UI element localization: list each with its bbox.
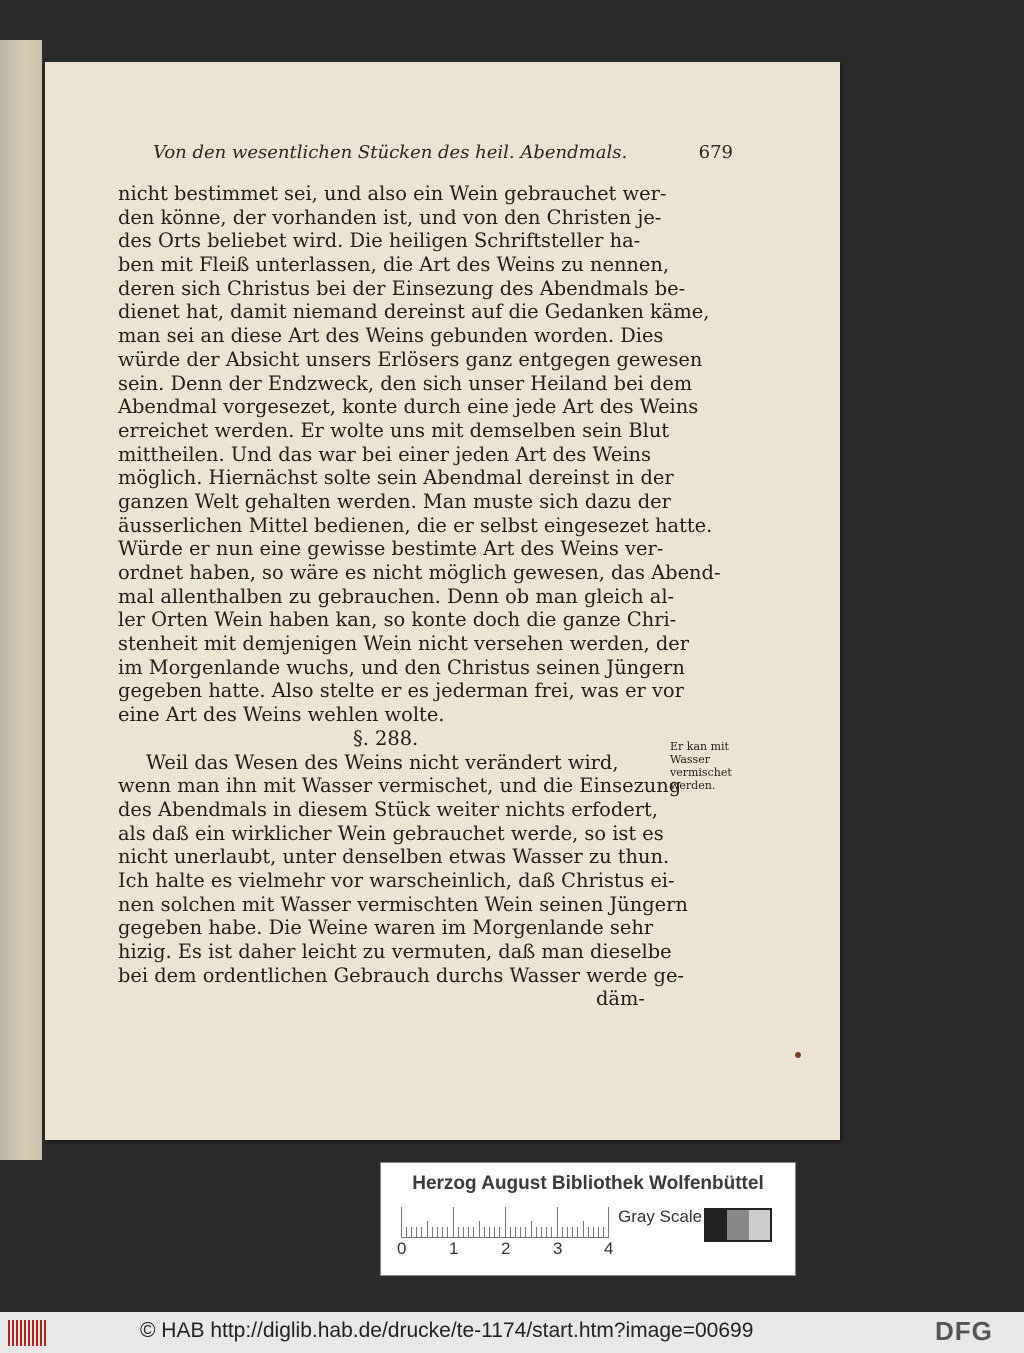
- ruler-number: 2: [501, 1239, 511, 1258]
- swatch-mid: [727, 1210, 748, 1240]
- section-heading: §. 288.: [353, 726, 419, 750]
- text-line: nicht unerlaubt, unter denselben etwas Wasser zu thun.: [118, 845, 670, 869]
- ruler-number: 3: [553, 1239, 563, 1258]
- text-line: sein. Denn der Endzweck, den sich unser Heiland bei dem: [118, 371, 693, 395]
- measurement-ruler: [401, 1207, 609, 1238]
- text-line: ganzen Welt gehalten werden. Man muste sich dazu der: [118, 489, 671, 513]
- text-line: äusserlichen Mittel bedienen, die er selbst eingesezet hatte.: [118, 513, 713, 537]
- library-name: Herzog August Bibliothek Wolfenbüttel: [412, 1173, 764, 1194]
- margin-note-line: werden.: [670, 779, 716, 792]
- page-number: 679: [698, 142, 733, 163]
- ink-spot: [795, 1052, 801, 1058]
- swatch-light: [749, 1210, 770, 1240]
- text-line: dienet hat, damit niemand dereinst auf die Gedanken käme,: [118, 300, 710, 324]
- running-header: [153, 142, 733, 166]
- margin-note-line: vermischet: [670, 766, 732, 779]
- text-line: als daß ein wirklicher Wein gebrauchet werde, so ist es: [118, 821, 664, 845]
- text-line: ler Orten Wein haben kan, so konte doch die ganze Chri-: [118, 608, 677, 632]
- text-line: möglich. Hiernächst solte sein Abendmal dereinst in der: [118, 466, 674, 490]
- ruler-number: 0: [397, 1239, 407, 1258]
- text-line: gegeben habe. Die Weine waren im Morgenlande sehr: [118, 916, 654, 940]
- margin-note-line: Er kan mit: [670, 740, 729, 753]
- left-page-edge: [0, 40, 42, 1160]
- swatch-dark: [706, 1210, 727, 1240]
- gray-scale-label: Gray Scale: [618, 1207, 703, 1226]
- text-line: gegeben hatte. Also stelte er es jederman frei, was er vor: [118, 679, 684, 703]
- text-line: stenheit mit demjenigen Wein nicht versehen werden, der: [118, 632, 689, 656]
- text-line: würde der Absicht unsers Erlösers ganz entgegen gewesen: [118, 347, 703, 371]
- text-line: Abendmal vorgesezet, konte durch eine jede Art des Weins: [118, 395, 699, 419]
- text-line: Würde er nun eine gewisse bestimte Art des Weins ver-: [118, 537, 664, 561]
- copyright-url[interactable]: © HAB http://diglib.hab.de/drucke/te-1174/start.htm?image=00699: [140, 1319, 754, 1342]
- hab-logo-icon: [8, 1320, 48, 1346]
- margin-note-line: Wasser: [670, 753, 710, 766]
- running-title: Von den wesentlichen Stücken des heil. Abendmals.: [153, 142, 628, 163]
- ruler-numbers: [395, 1239, 625, 1261]
- catchword: däm-: [596, 987, 645, 1011]
- text-line: im Morgenlande wuchs, und den Christus seinen Jüngern: [118, 655, 685, 679]
- text-line: wenn man ihn mit Wasser vermischet, und die Einsezung: [118, 774, 682, 798]
- text-line: ordnet haben, so wäre es nicht möglich gewesen, das Abend-: [118, 561, 721, 584]
- text-line: hizig. Es ist daher leicht zu vermuten, daß man dieselbe: [118, 940, 672, 963]
- text-line: mal allenthalben zu gebrauchen. Denn ob man gleich al-: [118, 584, 675, 608]
- text-line: Weil das Wesen des Weins nicht verändert wird,: [146, 750, 619, 774]
- text-line: bei dem ordentlichen Gebrauch durchs Wasser werde ge-: [118, 963, 684, 987]
- text-line: erreichet werden. Er wolte uns mit demselben sein Blut: [118, 418, 670, 442]
- text-line: des Orts beliebet wird. Die heiligen Schriftsteller ha-: [118, 229, 641, 253]
- text-line: nicht bestimmet sei, und also ein Wein gebrauchet wer-: [118, 182, 667, 205]
- text-line: des Abendmals in diesem Stück weiter nichts erfodert,: [118, 797, 658, 821]
- gray-scale-swatch: [704, 1208, 772, 1242]
- color-calibration-card: [380, 1162, 796, 1276]
- ruler-number: 4: [604, 1239, 614, 1258]
- text-line: mittheilen. Und das war bei einer jeden Art des Weins: [118, 442, 651, 466]
- ruler-number: 1: [449, 1239, 459, 1258]
- text-line: den könne, der vorhanden ist, und von den Christen je-: [118, 205, 662, 229]
- text-line: nen solchen mit Wasser vermischten Wein seinen Jüngern: [118, 892, 688, 916]
- footer-bar: [0, 1312, 1024, 1353]
- dfg-logo: DFG: [935, 1316, 993, 1346]
- text-line: deren sich Christus bei der Einsezung des Abendmals be-: [118, 276, 686, 300]
- margin-note: [670, 740, 760, 792]
- text-line: man sei an diese Art des Weins gebunden worden. Dies: [118, 324, 664, 348]
- text-line: ben mit Fleiß unterlassen, die Art des Weins zu nennen,: [118, 253, 670, 277]
- text-line: eine Art des Weins wehlen wolte.: [118, 703, 445, 727]
- book-page: [45, 62, 840, 1140]
- text-line: Ich halte es vielmehr vor warscheinlich, daß Christus ei-: [118, 868, 675, 892]
